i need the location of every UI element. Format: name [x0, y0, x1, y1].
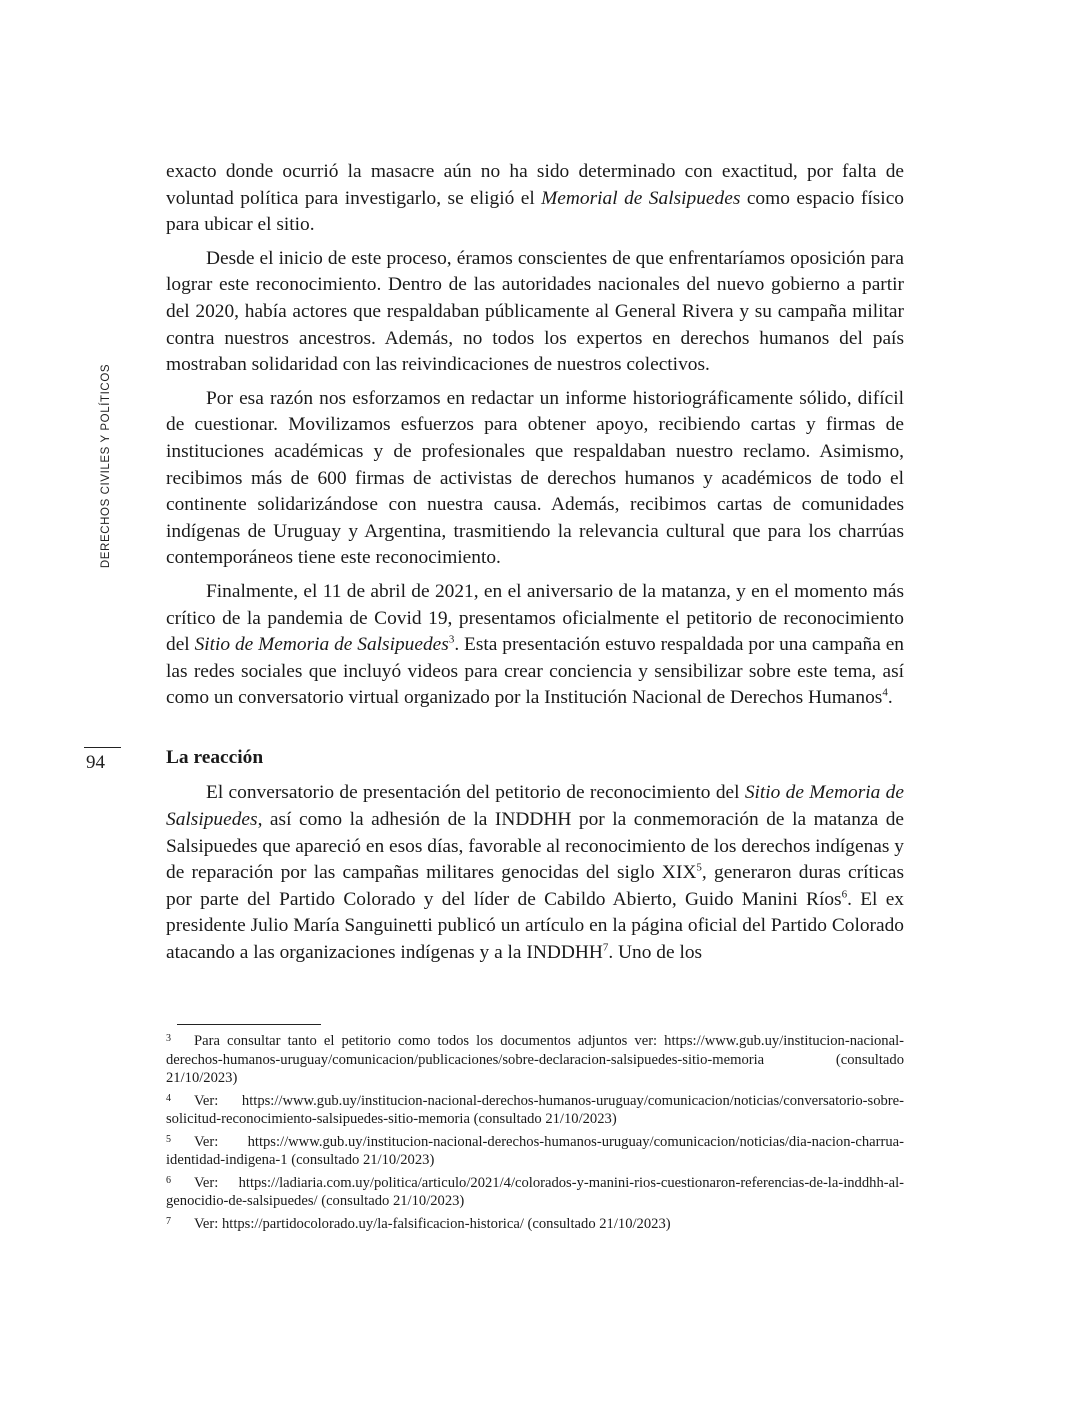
- footnote-item: [166, 1030, 904, 1088]
- footnote-item: [166, 1131, 904, 1170]
- section-heading: La reacción: [166, 746, 264, 768]
- footnote-number: 7: [166, 1215, 171, 1227]
- page-number: 94: [86, 752, 105, 773]
- footnote-text: Para consultar tanto el petitorio como todos los documentos adjuntos ver: https://www.gub.uy/institucion-nacional-derechos-humanos-uruguay/comunicacion/publicaciones/sobre-declaracion-salsipuedes-sitio-memoria (consultado 21/10/2023): [166, 1033, 904, 1086]
- footnote-item: [166, 1213, 904, 1234]
- footnote-ref: 7: [602, 941, 609, 954]
- footnote-text: Ver: https://www.gub.uy/institucion-nacional-derechos-humanos-uruguay/comunicacion/noticias/dia-nacion-charrua-identidad-indigena-1 (consultado 21/10/2023): [166, 1133, 904, 1168]
- footnote-text: Ver: https://partidocolorado.uy/la-falsificacion-historica/ (consultado 21/10/2023): [194, 1215, 671, 1232]
- footnote-separator: [177, 1024, 321, 1025]
- footnote-number: 4: [166, 1092, 171, 1104]
- italic-title: Sitio de Memoria de Salsipuedes: [166, 782, 904, 831]
- footnote-ref: 6: [841, 888, 848, 901]
- paragraph-5: El conversatorio de presentación del petitorio de reconocimiento del Sitio de Memoria de Salsipuedes, así como la adhesión de la INDDHH por la conmemoración de la matanza de Salsipuedes que apareció en esos días, favorable al reconocimiento de los derechos indígenas y de reparación por las campañas militares genocidas del siglo XIX$^5$, generaron duras críticas por parte del Partido Colorado y del líder de Cabildo Abierto, Guido Manini Ríos$^6$. El ex presidente Julio María Sanguinetti publicó un artículo en la página oficial del Partido Colorado atacando a las organizaciones indígenas y a la INDDHH$^7$. Uno de los: [166, 782, 905, 964]
- footnote-number: 6: [166, 1174, 171, 1186]
- body-text: [166, 159, 904, 967]
- italic-title: Memorial de Salsipuedes: [541, 187, 741, 209]
- page-number-rule: [84, 747, 121, 748]
- footnote-ref: 4: [882, 686, 888, 699]
- footnote-item: [166, 1090, 904, 1129]
- footnote-text: Ver: https://www.gub.uy/institucion-nacional-derechos-humanos-uruguay/comunicacion/noticias/conversatorio-sobre-solicitud-reconocimiento-salsipuedes-sitio-memoria (consultado 21/10/2023): [166, 1092, 904, 1127]
- italic-title: Sitio de Memoria de Salsipuedes: [194, 634, 449, 656]
- footnote-number: 5: [166, 1133, 171, 1145]
- footnote-item: [166, 1172, 904, 1211]
- footnotes: [166, 1030, 904, 1233]
- footnote-ref: 5: [696, 861, 702, 874]
- paragraph-2: Desde el inicio de este proceso, éramos conscientes de que enfrentaríamos oposición para lograr este reconocimiento. Dentro de las autoridades nacionales del nuevo gobierno a partir del 2020, había actores que respaldaban públicamente al General Rivera y su campaña militar contra nuestros ancestros. Además, no todos los expertos en derechos humanos del país mostraban solidaridad con las reivindicaciones de nuestros colectivos.: [166, 247, 904, 376]
- paragraph-4: Finalmente, el 11 de abril de 2021, en el aniversario de la matanza, y en el momento más crítico de la pandemia de Covid 19, presentamos oficialmente el petitorio de reconocimiento del Sitio de Memoria de Salsipuedes$^3$. Esta presentación estuvo respaldada por una campaña en las redes sociales que incluyó videos para crear conciencia y sensibilizar sobre este tema, así como un conversatorio virtual organizado por la Institución Nacional de Derechos Humanos$^4$.: [166, 580, 904, 709]
- paragraph-1: exacto donde ocurrió la masacre aún no ha sido determinado con exactitud, por falta de voluntad política para investigarlo, se eligió el Memorial de Salsipuedes como espacio físico para ubicar el sitio.: [166, 161, 904, 236]
- footnote-ref: 3: [448, 633, 455, 646]
- running-header-side: DERECHOS CIVILES Y POLÍTICOS: [100, 363, 112, 569]
- footnote-number: 3: [166, 1033, 171, 1044]
- footnote-text: Ver: https://ladiaria.com.uy/politica/articulo/2021/4/colorados-y-manini-rios-cuestionaron-referencias-de-la-inddhh-al-genocidio-de-salsipuedes/ (consultado 21/10/2023): [166, 1174, 904, 1209]
- paragraph-3: Por esa razón nos esforzamos en redactar un informe historiográficamente sólido, difícil de cuestionar. Movilizamos esfuerzos para obtener apoyo, recibiendo cartas y firmas de instituciones académicas y de profesionales que respaldaban nuestro reclamo. Asimismo, recibimos más de 600 firmas de activistas de derechos humanos y académicos de todo el continente solidarizándose con nuestra causa. Además, recibimos cartas de comunidades indígenas de Uruguay y Argentina, trasmitiendo la relevancia cultural que para los charrúas contemporáneos tiene este reconocimiento.: [166, 387, 904, 569]
